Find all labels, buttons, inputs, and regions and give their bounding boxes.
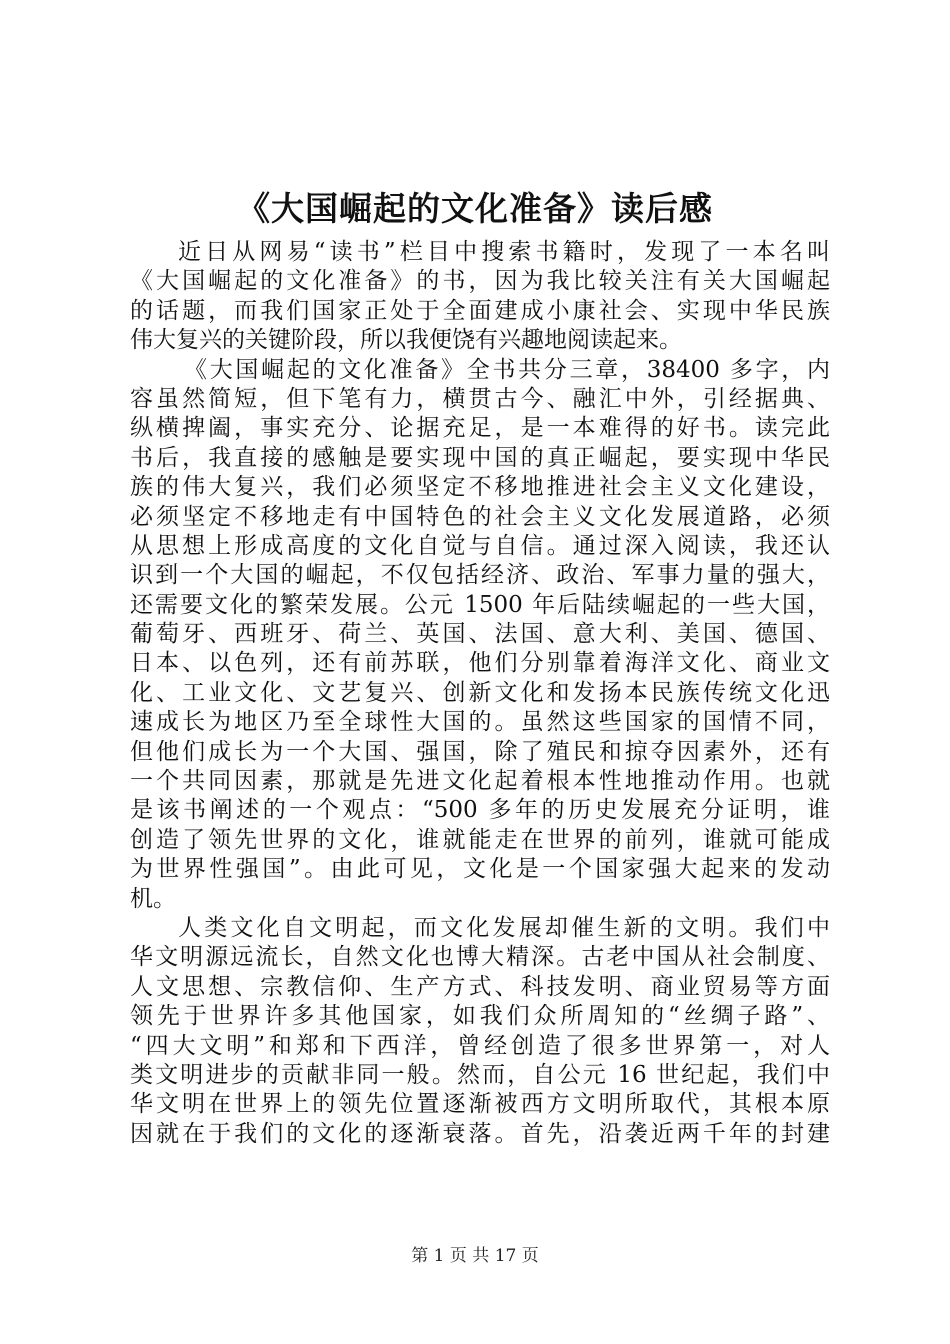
text-line: 机。	[130, 885, 176, 912]
text-line: 日本、以色列，还有前苏联，他们分别靠着海洋文化、商业文	[130, 650, 830, 677]
document-title: 《大国崛起的文化准备》读后感	[237, 189, 713, 228]
text-line: 是该书阐述的一个观点：“500 多年的历史发展充分证明，谁	[130, 797, 830, 824]
text-line: 华文明在世界上的领先位置逐渐被西方文明所取代，其根本原	[130, 1091, 830, 1118]
text-line: 人文思想、宗教信仰、生产方式、科技发明、商业贸易等方面	[130, 973, 830, 1000]
text-line: 书后，我直接的感触是要实现中国的真正崛起，要实现中华民	[130, 444, 830, 471]
document-body	[130, 238, 830, 1149]
text-line: 创造了领先世界的文化，谁就能走在世界的前列，谁就可能成	[130, 826, 830, 853]
text-line: 从思想上形成高度的文化自觉与自信。通过深入阅读，我还认	[130, 532, 830, 559]
text-line: 华文明源远流长，自然文化也博大精深。古老中国从社会制度、	[130, 944, 830, 971]
text-line: 葡萄牙、西班牙、荷兰、英国、法国、意大利、美国、德国、	[130, 621, 830, 648]
text-line: 速成长为地区乃至全球性大国的。虽然这些国家的国情不同，	[130, 709, 830, 736]
text-line: 近日从网易“读书”栏目中搜索书籍时，发现了一本名叫	[178, 239, 830, 265]
text-line: 化、工业文化、文艺复兴、创新文化和发扬本民族传统文化迅	[130, 679, 830, 706]
text-line: 类文明进步的贡献非同一般。然而，自公元 16 世纪起，我们中	[130, 1061, 830, 1088]
text-line: 纵横捭阖，事实充分、论据充足，是一本难得的好书。读完此	[130, 415, 830, 442]
text-line: 但他们成长为一个大国、强国，除了殖民和掠夺因素外，还有	[130, 738, 830, 765]
text-line: 族的伟大复兴，我们必须坚定不移地推进社会主义文化建设，	[130, 474, 830, 501]
text-line: 容虽然简短，但下笔有力，横贯古今、融汇中外，引经据典、	[130, 385, 830, 412]
text-line: “四大文明”和郑和下西洋，曾经创造了很多世界第一，对人	[130, 1032, 830, 1059]
text-line: 《大国崛起的文化准备》的书，因为我比较关注有关大国崛起	[130, 268, 830, 295]
text-line: 因就在于我们的文化的逐渐衰落。首先，沿袭近两千年的封建	[130, 1120, 830, 1147]
text-line: 识到一个大国的崛起，不仅包括经济、政治、军事力量的强大，	[130, 562, 830, 589]
text-line: 必须坚定不移地走有中国特色的社会主义文化发展道路，必须	[130, 503, 830, 530]
text-line: 人类文化自文明起，而文化发展却催生新的文明。我们中	[178, 914, 830, 941]
text-line: 的话题，而我们国家正处于全面建成小康社会、实现中华民族	[130, 297, 830, 324]
text-line: 《大国崛起的文化准备》全书共分三章，38400 多字，内	[184, 356, 830, 383]
text-line: 领先于世界许多其他国家，如我们众所周知的“丝绸子路”、	[130, 1003, 830, 1030]
text-line: 一个共同因素，那就是先进文化起着根本性地推动作用。也就	[130, 768, 830, 795]
text-line: 为世界性强国”。由此可见，文化是一个国家强大起来的发动	[130, 856, 830, 883]
text-line: 伟大复兴的关键阶段，所以我便饶有兴趣地阅读起来。	[130, 327, 682, 354]
text-line: 还需要文化的繁荣发展。公元 1500 年后陆续崛起的一些大国，	[130, 591, 830, 618]
page-footer: 第 1 页 共 17 页	[411, 1246, 539, 1266]
